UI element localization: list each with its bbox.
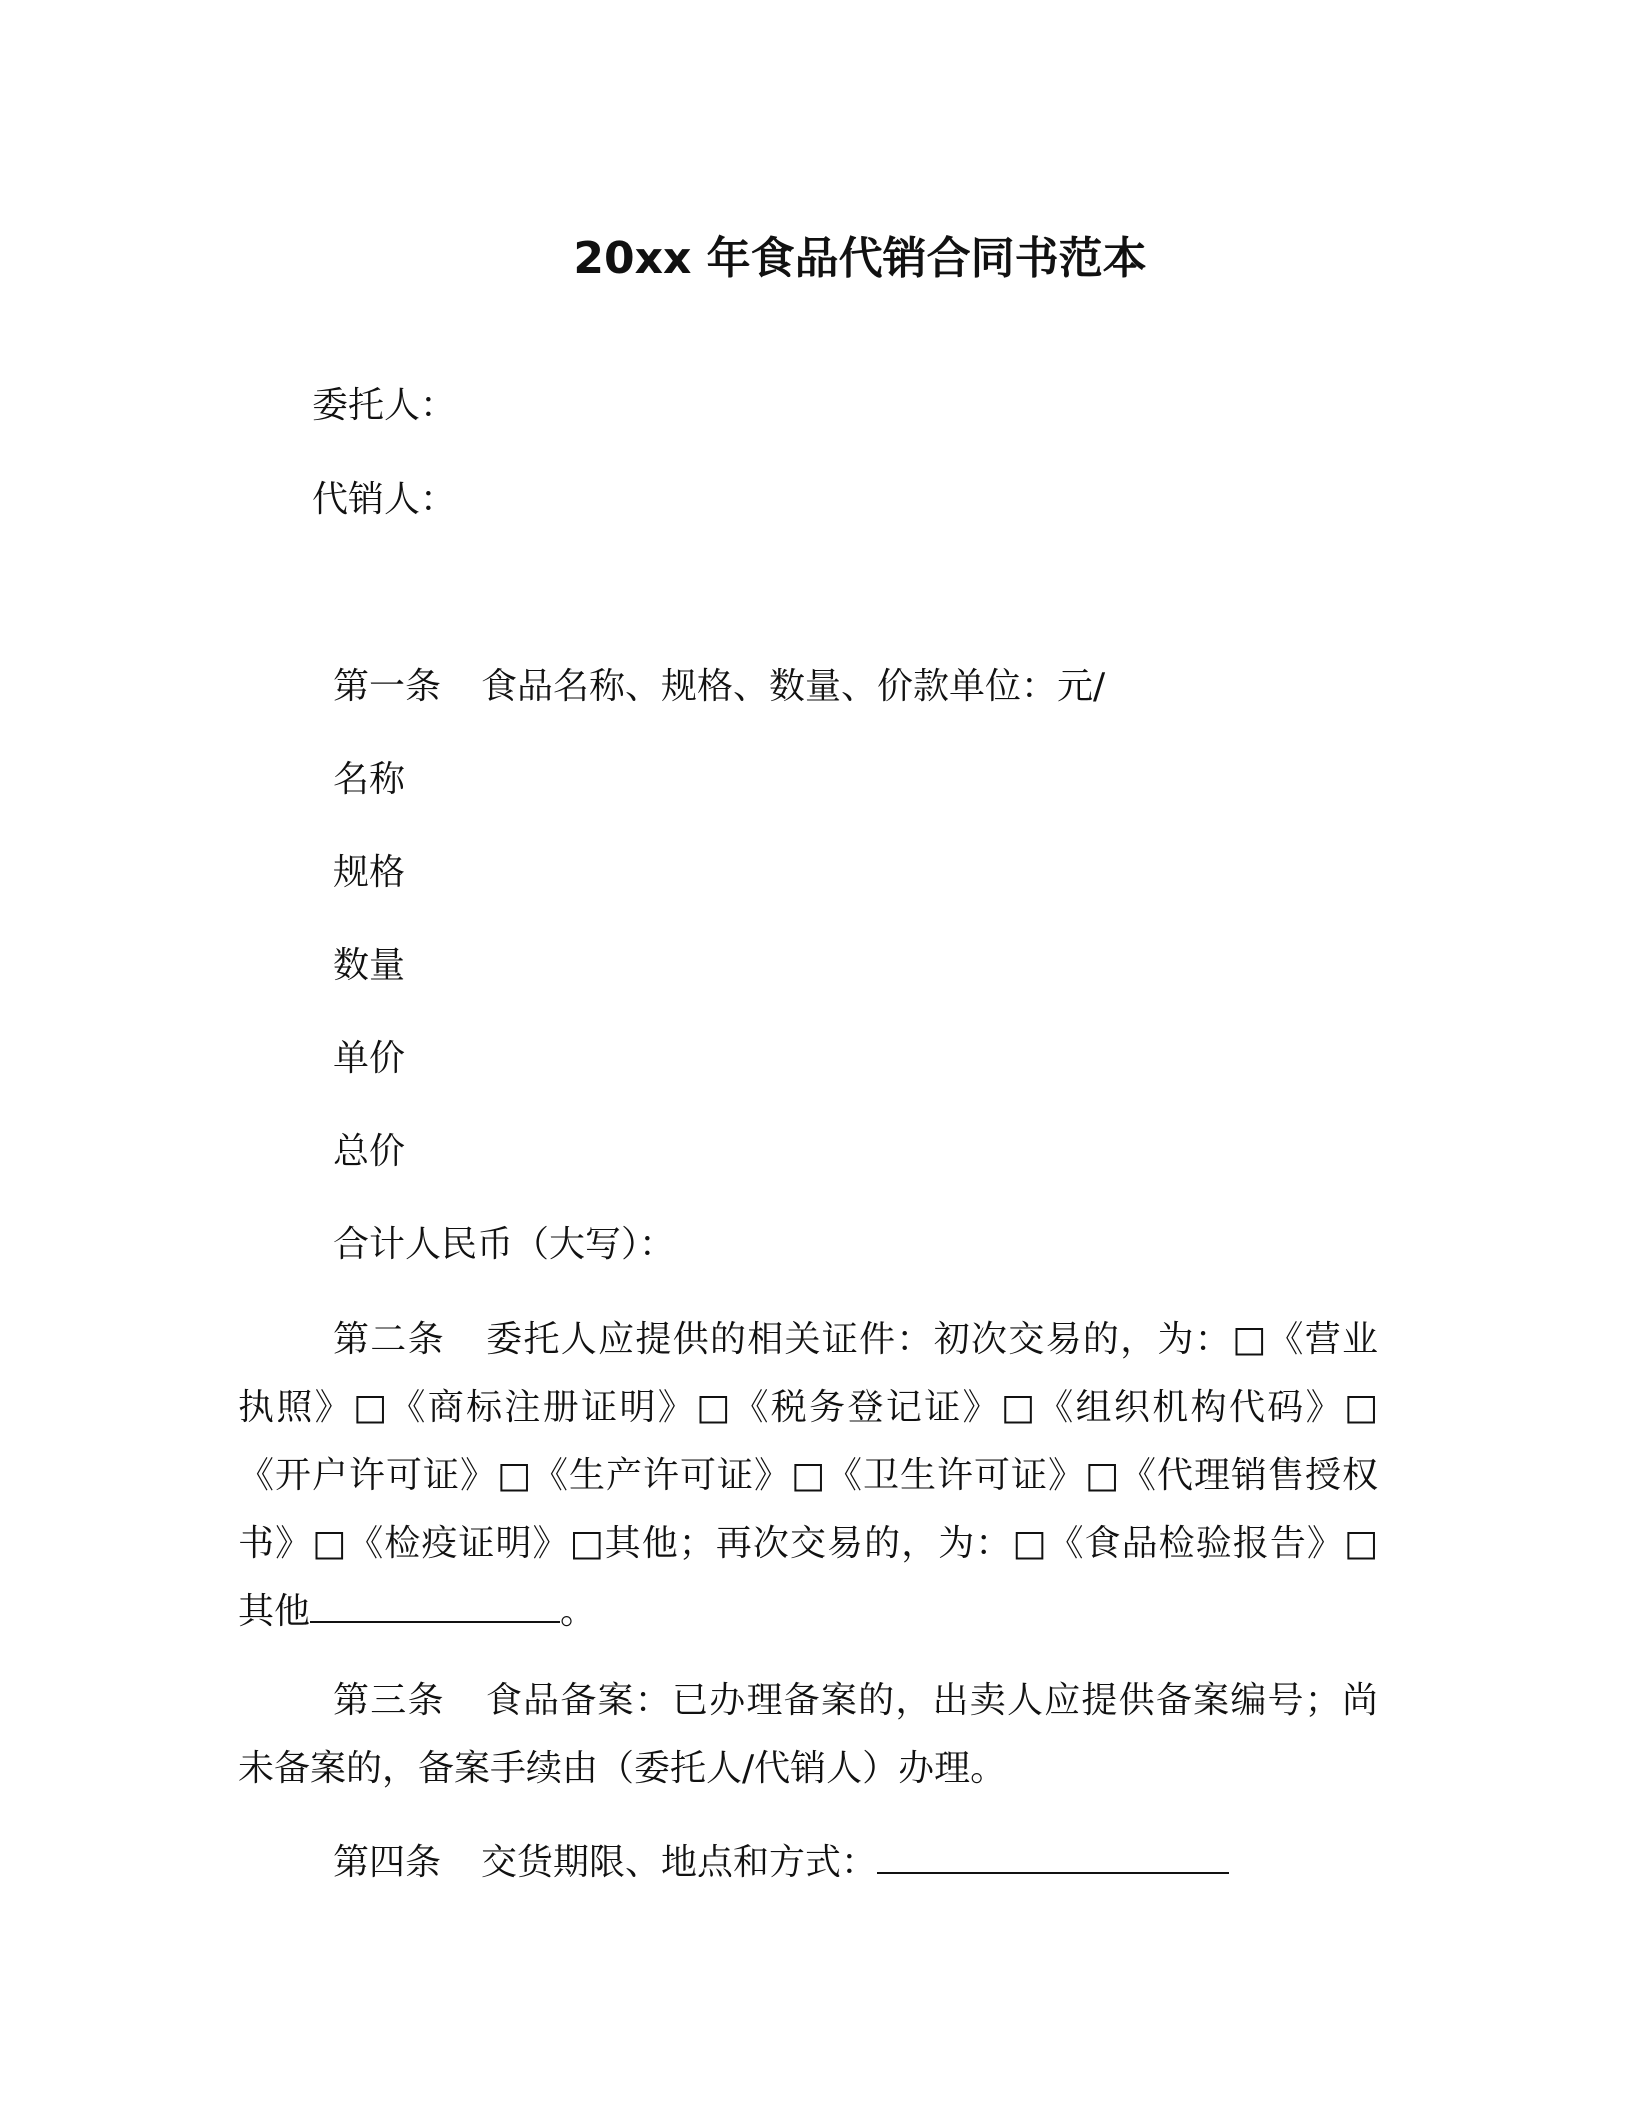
article-4-heading: 第四条 [333,1842,442,1883]
article-2-text: 委托人应提供的相关证件：初次交易的，为：□《营业执照》□《商标注册证明》□《税务登记证》□《组织机构代码》□《开户许可证》□《生产许可证》□《卫生许可证》□《代理销售授权书》□《检疫证明》□其他；再次交易的，为：□《食品检验报告》□其他 [238,1319,1378,1632]
principal-label: 委托人： [312,385,457,426]
total-amount-label: 合计人民币（大写）： [333,1224,676,1265]
item-name-label: 名称 [333,759,406,800]
article-1-line [333,663,1105,711]
document-title: 20xx 年食品代销合同书范本 [573,233,1147,284]
article-3-paragraph [238,1667,1378,1803]
other-documents-blank [310,1591,560,1623]
delivery-terms-blank [877,1842,1229,1874]
agent-label: 代销人： [312,479,457,520]
article-2-paragraph [238,1306,1378,1646]
item-total-price-label: 总价 [333,1131,406,1172]
item-unit-price-label: 单价 [333,1038,406,1079]
item-spec-label: 规格 [333,852,406,893]
article-2-heading: 第二条 [333,1319,445,1360]
article-4-text: 交货期限、地点和方式： [481,1842,878,1883]
item-quantity-label: 数量 [333,945,406,986]
article-1-text: 食品名称、规格、数量、价款单位：元/ [481,666,1106,707]
article-3-heading: 第三条 [333,1680,445,1721]
article-4-paragraph [238,1829,1378,1897]
article-2-end: 。 [560,1591,597,1632]
article-1-heading: 第一条 [333,666,442,707]
article-3-text: 食品备案：已办理备案的，出卖人应提供备案编号；尚未备案的，备案手续由（委托人/代销人）办理。 [238,1680,1378,1789]
